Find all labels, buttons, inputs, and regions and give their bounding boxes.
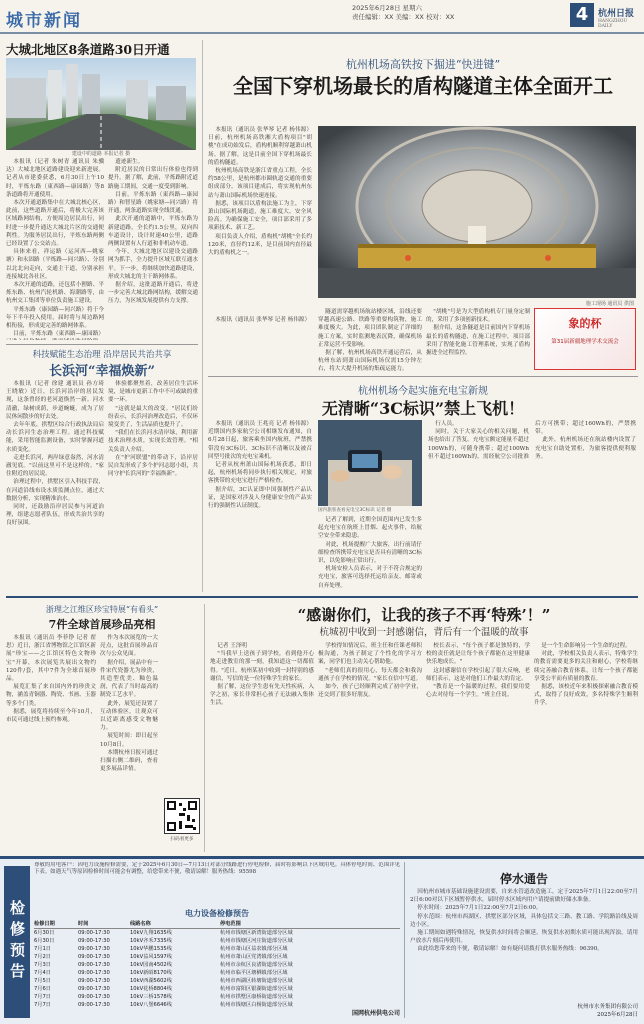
table-cell: 7月3日 — [34, 962, 51, 968]
table-cell: 10kV八堡6646线 — [130, 1002, 172, 1008]
table-row — [34, 945, 400, 953]
article3-title: 全国下穿机场最长的盾构隧道主体全面开工 — [233, 74, 613, 98]
article4-kicker: 杭州机场今起实施充电宝新规 — [358, 386, 488, 397]
table-cell: 09:00-17:30 — [78, 986, 110, 992]
table-row — [34, 953, 400, 961]
table-cell: 10kV九翔1635线 — [130, 930, 172, 936]
section-title: 城市新闻 — [6, 11, 82, 31]
table-cell: 7月5日 — [34, 978, 51, 984]
water-notice-footer — [410, 1002, 638, 1018]
table-cell: 6月30日 — [34, 938, 55, 944]
article3-kicker: 杭州机场高铁按下掘进“快进键” — [345, 58, 501, 71]
column-divider — [404, 862, 405, 1018]
qr-code-icon — [165, 799, 199, 833]
masthead-logo: 杭州日报 HANGZHOU DAILY — [598, 9, 635, 29]
page-header — [0, 0, 644, 34]
table-cell: 09:00-17:30 — [78, 962, 110, 968]
table-row — [34, 993, 400, 1001]
article1-column-2: 遗迹新生。 附近居民的日常出行体验也得到提升。据了解，此前，平炼路附近道路施工期间，交通一度受到影响。 目前，平炼东路（東西路—康园路）和智星路（姚家塘—同兴路）将开通，两条道路实现全线贯通。 此次开通的道路中，平炼东路为新建道路，全长约1.5公里，双向四车道设计，设计时速40公里，道路两侧设置有人行道和非机动车道。 今年，大城北地区以建设交通路网为抓手，全力提升区域互联互通水平。下一步，将继续加快道路建设，形成大城北的主干路网体系。 据介绍，这批道路开通后，将进一步完善大城北路网结构，缓解交通压力，为区域发展提供有力支撑。 — [108, 159, 198, 305]
article6-title: “感谢你们，让我的孩子不再‘特殊’！” — [297, 606, 551, 624]
table-cell: 10kV园南4502线 — [130, 962, 172, 968]
table-cell: 09:00-17:30 — [78, 970, 110, 976]
maintenance-signature: 国网杭州供电公司 — [351, 1010, 400, 1017]
article4-column-3: 行人员。 同时，关于大家关心的相关问题，机场也给出了答复。充电宝额定能量不超过100Wh的，可随身携带；超过100Wh但不超过160Wh的，需经航空公司批准后方可携带；超过160Wh的，严禁携带。 此外，杭州机场还在航站楼内设置了充电宝自助处置柜，为旅客提供便利服务。 — [428, 421, 636, 460]
article5-column-2: 作为本次展览的一大亮点，这批首展珍品首次与公众见面。 据介绍，展品中有一件宋代瓷器尤为珍贵，其造型优美、釉色温润，代表了当时最高的制瓷工艺水平。 此外，展览还设置了互动体验区，让观众可以近距离感受文物魅力。 展览时间：即日起至10月8日。 本期杭州日报可通过扫描右侧二维码，查看更多展品详情。 — [100, 635, 158, 773]
water-notice-signature: 杭州市水务集团有限公司 — [577, 1004, 638, 1010]
article4-photo-caption: 国内旅客查看充电宝3C标识 记者 摄 — [318, 508, 392, 513]
table-cell: 杭州市拱墅区康桥街道部分区域 — [220, 994, 293, 1000]
table-cell: 杭州市萧山区党湾镇部分区域 — [220, 954, 288, 960]
article1-photo — [6, 58, 196, 150]
table-cell: 杭州市钱塘区白杨街道部分区域 — [220, 1002, 293, 1008]
article4-column-2: 记者了解到，近期全国范围内已发生多起充电宝在航班上冒烟、起火事件，给航空安全带来隐患。 对此，机场提醒广大旅客，出行前请仔细检查所携带充电宝是否具有清晰的3C标识，以免影响正常出行。 机场安检人员表示，对于不符合规定的充电宝，旅客可选择托运给亲友、邮寄或自弃处理。 — [318, 517, 422, 589]
table-row — [34, 929, 400, 937]
table-cell: 杭州市西湖区转塘街道部分区域 — [220, 978, 293, 984]
editor-credits: 责任编辑：XX 美编：XX 校对：XX — [352, 13, 455, 21]
table-cell: 10kV齐禾7335线 — [130, 938, 172, 944]
article2-title: 长浜河“幸福焕新” — [49, 364, 155, 379]
divider — [208, 376, 638, 377]
article6-column-4: 是一个生命影响另一个生命的过程。 对此，学校相关负责人表示，特殊学生的教育需要更多的关注和耐心，学校将继续完善融合教育体系，让每一个孩子都能享受公平而有质量的教育。 据悉，该校近年来积极探索融合教育模式，取得了良好成效，多名特殊学生顺利升学。 — [534, 643, 638, 707]
table-cell: 09:00-17:30 — [78, 1002, 110, 1008]
table-cell: 10kV三桥1578线 — [130, 994, 172, 1000]
ad-text: 第31届新疆地理学术交流会 — [551, 339, 619, 345]
article1-title: 大城北地区8条道路30日开通 — [6, 42, 170, 57]
maintenance-table — [34, 920, 400, 1009]
article3-column-3: "胡桃"号是为大型盾构机专门量身定制的，采用了多项创新技术。 据介绍，这条隧道是目前国内下穿机场最长的盾构隧道，在施工过程中，项目部采用了智能化施工管理系统，实现了盾构掘进全过程监控。 — [426, 309, 530, 357]
maintenance-intro: 尊敬的用电客户：因电力设施检修需要，定于2025年6月30日—7月13日对部分线路进行停电检修，届时将影响以下区域用电。具体停电时间、范围详见下表。如遇天气等原因检修时间可能会有调整，给您带来不便，敬请谅解！服务热线：95598 — [34, 862, 400, 876]
header-date — [352, 4, 562, 22]
article4-photo — [318, 420, 422, 506]
table-cell: 杭州市富阳区银湖街道部分区域 — [220, 986, 293, 992]
article6-column-1: 记者 王泽明 "当我早上送孩子到学校，看到他开心地走进教室的那一刻，我知道这一切都值得。"近日，杭州某初中收到一封特别的感谢信，写信的是一位特殊学生的家长。 据了解，这位学生患有先天性疾病，入学之初，家长非常担心孩子无法融入集体生活。 — [210, 643, 314, 707]
article3-column-1: 本报讯（通讯员 张华琴 记者 杨伟源）日前，杭州机场高铁湘大盾构项目"胡桃"在成功始发后，盾构机顺利穿越萧山机场。据了解，这是目前全国下穿机场最长的盾构隧道。 杭州机场高铁是浙江省重点工程，全长约58公里，是杭州都市圈轨道交通的重要组成部分。该项目建成后，将实现杭州东站与萧山国际机场快速连接。 据悉，该项目以盾构法施工为主，下穿萧山国际机场跑道，施工难度大、安全风险高。为确保施工安全，项目部采用了多项新技术、新工艺。 项目负责人介绍，盾构机"胡桃"全长约120米，直径约12米，是目前国内直径最大的盾构机之一。 — [208, 127, 312, 257]
column-divider — [204, 604, 205, 852]
water-notice-body: 因杭州市城市基础设施建设需要，自来水管道改造施工，定于2025年7月1日22:00至7月2日6:00对以下区域暂停供水，届时停水区域内用户请提前做好储水准备。 停水时间：2025年7月1日22:00至7月2日6:00。 停水范围：杭州市西湖区、拱墅区部分区域，具体包括文三路、教工路、学院路沿线及周边小区。 施工期间如遇特殊情况，恢复供水时间将会顺延。恢复供水初期水质可能出现浑浊，请用户放水片刻后再使用。 由此给您带来的不便，敬请谅解！如有疑问请拨打供水服务热线：96390。 — [410, 889, 638, 953]
article3-column-2: 隧道需穿越机场航站楼区域，沿线还要穿越高速公路、铁路等重要构筑物，施工难度极大。为此，项目团队制定了详细的施工方案，实时监测地表沉降，确保机场正常运营不受影响。 据了解，杭州机场高铁开通运营后，从杭州东站到萧山国际机场仅需15分钟左右，将大大提升机场的集疏运能力。 — [318, 309, 422, 372]
road-aerial-image — [6, 58, 196, 150]
table-cell: 09:00-17:30 — [78, 930, 110, 936]
qr-label: 扫码看更多 — [170, 837, 194, 842]
table-row — [34, 961, 400, 969]
water-notice-title: 停水通告 — [499, 872, 548, 886]
maintenance-table-title: 电力设备检修预告 — [185, 908, 249, 918]
table-header: 检修日期 时间 线路名称 停电范围 — [34, 920, 400, 929]
article5-kicker: 浙理之江维区珍宝特展“有看头” — [45, 605, 159, 614]
page-number: 4 — [570, 3, 594, 27]
table-row — [34, 985, 400, 993]
article4-column-1: 本报讯（通讯员 王兆亮 记者 杨伟源）近期国内多家航空公司相继发布通知，自6月28日起，旅客乘坐国内航班，严禁携带没有3C标识、3C标识不清晰以及被召回型号批次的充电宝乘机。 记者从杭州萧山国际机场获悉，即日起，杭州机场将同步执行相关规定，对旅客携带的充电宝进行严格检查。 据介绍，3C认证即中国强制性产品认证，是国家对涉及人身健康安全的产品实行的强制性认证制度。 — [208, 421, 312, 510]
power-bank-inspection-image — [318, 420, 422, 506]
water-notice-date: 2025年6月28日 — [597, 1012, 638, 1018]
column-divider — [202, 40, 203, 592]
article6-column-3: 校长表示，"每个孩子都是独特的，学校的责任就是让每个孩子都能在这里健康快乐地成长。" 这封感谢信在学校引起了很大反响，老师们表示，这是对他们工作最大的肯定。 "教育是一个温暖的过程，我们要用爱心去对待每一个学生。"班主任说。 — [426, 643, 530, 699]
table-cell: 09:00-17:30 — [78, 938, 110, 944]
table-cell: 7月2日 — [34, 954, 51, 960]
table-cell: 杭州市钱塘区河庄街道部分区域 — [220, 938, 293, 944]
ad-brand: 象的杯 — [568, 317, 602, 330]
table-cell: 09:00-17:30 — [78, 978, 110, 984]
article1-photo-caption: 建设中的道路 本报记者 摄 — [71, 151, 131, 157]
article3-photo — [318, 126, 636, 298]
table-row — [34, 937, 400, 945]
article2-kicker: 科技赋能生态治理 沿岸居民共治共享 — [32, 350, 172, 360]
article5-title: 7件全球首展珍品亮相 — [48, 618, 156, 631]
table-cell: 杭州市萧山区益农镇部分区域 — [220, 946, 288, 952]
table-cell: 7月4日 — [34, 970, 51, 976]
divider — [6, 596, 638, 598]
article3-column-1b: 本报讯（通讯员 张华琴 记者 杨伟源） — [215, 317, 311, 323]
maintenance-side-title: 检修预告 — [4, 866, 30, 1018]
article2-column-1: 本报讯（记者 徐建 通讯员 孙方琦 王晓敏）近日，长浜河沿岸的居民发现，这条曾经的老河道焕然一新。河水清澈，绿树成荫，步道蜿蜒，成为了居民休闲散步的好去处。 去年年底，拱墅区综合行政执法局启动长浜河生态治理工程。通过科技赋能，采用智能监测设备，实时掌握河道水质变化。 走进长浜河，两岸绿意盎然，河水清澈见底。"以前这里可不是这样的。"家住附近的居民说。 治理过程中，拱墅区引入科技手段，在河道沿线布设水质监测点位，通过大数据分析，实现精准治水。 同时，还鼓励沿岸居民参与河道治理，组建志愿者队伍，形成共治共享的良好氛围。 — [6, 381, 104, 527]
table-cell: 7月7日 — [34, 994, 51, 1000]
article3-photo-caption: 施工现场 通讯员 供图 — [585, 301, 634, 307]
table-cell: 10kV新昭8170线 — [130, 970, 172, 976]
table-cell: 10kV西湖5602线 — [130, 978, 172, 984]
article2-column-2: 体验都聚焦着，改善居住生活环境，是城市更新工作中不可或缺的重要一环。 "这就是最大的改变。"居民们纷纷表示，长浜河治理改造后，不仅环境变美了，生活品质也提升了。 "我们在长浜河水清岸绿，利用新技术治理水质，实现长效管理。"相关负责人介绍。 在"护河联盟"的带动下，沿岸居民自发形成了多个护河志愿小组，共同守护长浜河的"幸福焕新"。 — [108, 381, 198, 478]
table-cell: 10kV花桥8804线 — [130, 986, 172, 992]
table-row — [34, 977, 400, 985]
table-cell: 09:00-17:30 — [78, 954, 110, 960]
divider — [6, 344, 198, 345]
article6-column-2: 学校得知情况后，班主任和任课老师积极沟通，为孩子制定了个性化的学习方案，同学们也主动关心帮助他。 "老师们真的很用心，每天都会和我沟通孩子在学校的情况。"家长在信中写道。 如今，孩子已经顺利完成了初中学业，还交到了很多好朋友。 — [318, 643, 422, 699]
table-cell: 10kV华鹏1535线 — [130, 946, 172, 952]
tunnel-boring-machine-image — [318, 126, 636, 298]
table-cell: 7月1日 — [34, 946, 51, 952]
table-cell: 杭州市临平区塘栖镇部分区域 — [220, 970, 288, 976]
article5-column-1: 本报讯（通讯员 李菲铮 记者 翟思）近日，浙江省博物馆之江馆区新展"珍宝——之江馆区特色文物珍宝"开幕，本次展览共展出文物约120件/套，其中7件为全球首展珍品。 展览汇集了来自国内外的珍贵文物，涵盖青铜器、陶瓷、书画、玉器等多个门类。 据悉，展览将持续至今年10月，市民可通过线上预约参观。 — [6, 635, 96, 724]
qr-code[interactable] — [164, 798, 200, 834]
table-cell: 09:00-17:30 — [78, 994, 110, 1000]
article1-column-1: 本报讯（记者 朱树青 通讯员 朱骥达）大城北地区道路建设迎来新进展。记者从市建委获悉，6月30日上午10时，平炼东路（東西路—康园路）等8条道路将开通使用。 本次开通道路集中在大城北核心区，此前，这些道路开通后，将极大完善该区域路网结构，方便周边居民出行，同时进一步提升通达大城北片区的交通便利性。为服务居民出行，平炼东路两侧已经设置了公交站点。 具体来看，祥运路（运河西—姚家塘）和永固路（平炼路—同兴路）、分别以北北向走向，交通主干道，分别承担连接城北各社区。 本次开通的道路，还包括小狸路、平炼东路、杭州汽轮机路、海潮路等，由杭州交工集团等单位负责施工建设。 平炼东路（康园路—同兴路）将于今年下半年投入使用，届时将与周边路网相衔接，形成更完善的路网体系。 目前，平炼东路（東西路—康园路） — [6, 159, 104, 338]
table-cell: 09:00-17:30 — [78, 946, 110, 952]
table-cell: 杭州市钱塘区新湾街道部分区域 — [220, 930, 293, 936]
issue-date: 2025年6月28日 星期六 — [352, 4, 423, 12]
table-cell: 杭州市余杭区良渚街道部分区域 — [220, 962, 293, 968]
table-cell: 6月30日 — [34, 930, 55, 936]
ad-box[interactable] — [534, 308, 636, 370]
article4-title: 无清晰“3C标识”禁上飞机！ — [321, 399, 525, 418]
table-cell: 7月7日 — [34, 1002, 51, 1008]
article6-subtitle: 杭城初中收到一封感谢信，背后有一个温暖的故事 — [319, 627, 529, 638]
table-row — [34, 969, 400, 977]
table-cell: 10kV益风1597线 — [130, 954, 172, 960]
table-cell: 7月6日 — [34, 986, 51, 992]
